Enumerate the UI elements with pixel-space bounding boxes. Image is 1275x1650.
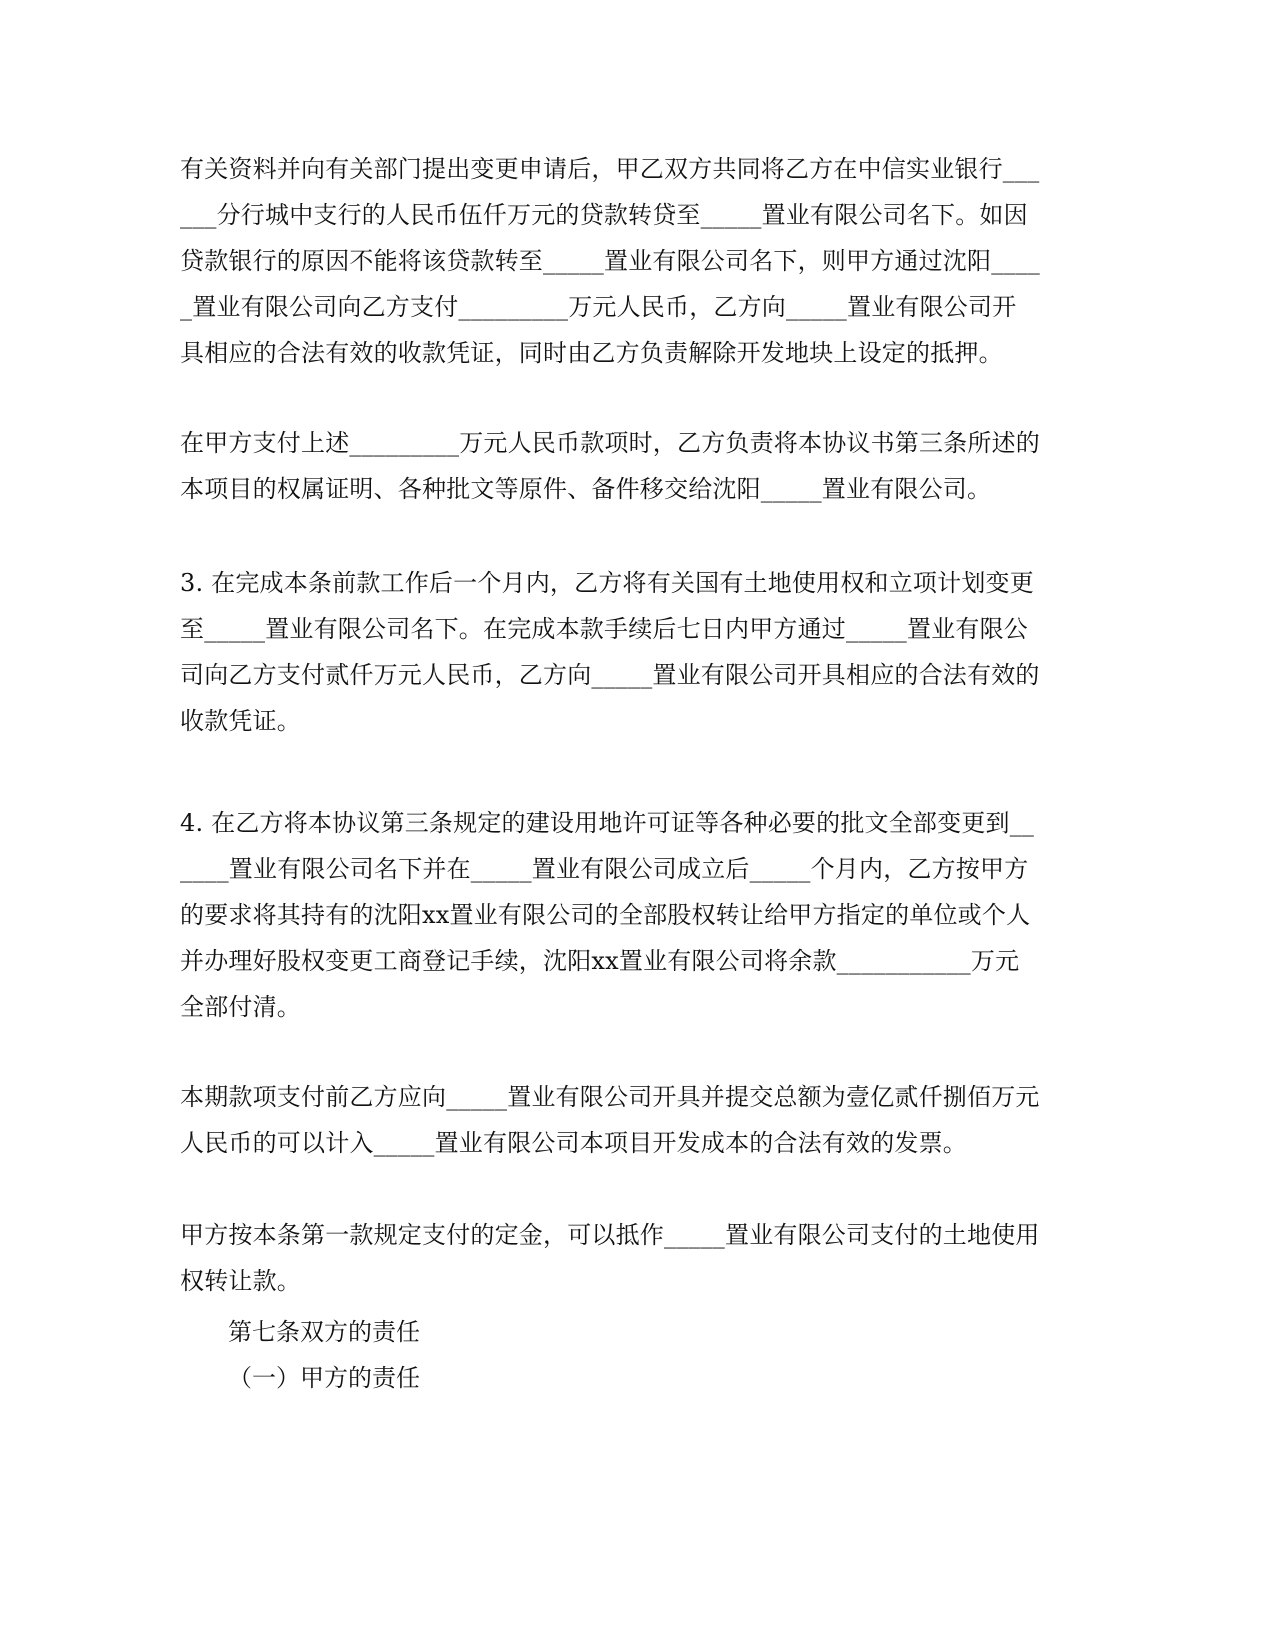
- subsection-heading: （一）甲方的责任: [228, 1364, 420, 1392]
- paragraph-clause-4: [180, 800, 1040, 1030]
- paragraph-text: 在甲方支付上述_________万元人民币款项时，乙方负责将本协议书第三条所述的本项目的权属证明、各种批文等原件、备件移交给沈阳_____置业有限公司。: [180, 429, 1040, 503]
- paragraph-text: 甲方按本条第一款规定支付的定金，可以抵作_____置业有限公司支付的土地使用权转让款。: [180, 1221, 1040, 1295]
- paragraph-text: 本期款项支付前乙方应向_____置业有限公司开具并提交总额为壹亿贰仟捌佰万元人民币的可以计入_____置业有限公司本项目开发成本的合法有效的发票。: [180, 1083, 1040, 1157]
- paragraph-deposit: [180, 1212, 1040, 1304]
- paragraph-text: 有关资料并向有关部门提出变更申请后，甲乙双方共同将乙方在中信实业银行______分行城中支行的人民币伍仟万元的贷款转贷至_____置业有限公司名下。如因贷款银行的原因不能将该贷款转至_____置业有限公司名下，则甲方通过沈阳_____置业有限公司向乙方支付_________万元人民币，乙方向_____置业有限公司开具相应的合法有效的收款凭证，同时由乙方负责解除开发地块上设定的抵押。: [180, 155, 1040, 367]
- paragraph-loan-transfer: [180, 146, 1040, 376]
- paragraph-clause-3: [180, 560, 1040, 744]
- paragraph-text: 4. 在乙方将本协议第三条规定的建设用地许可证等各种必要的批文全部变更到______置业有限公司名下并在_____置业有限公司成立后_____个月内，乙方按甲方的要求将其持有的沈阳xx置业有限公司的全部股权转让给甲方指定的单位或个人并办理好股权变更工商登记手续，沈阳xx置业有限公司将余款___________万元全部付清。: [180, 809, 1035, 1021]
- paragraph-text: 3. 在完成本条前款工作后一个月内，乙方将有关国有土地使用权和立项计划变更至_____置业有限公司名下。在完成本款手续后七日内甲方通过_____置业有限公司向乙方支付贰仟万元人民币，乙方向_____置业有限公司开具相应的合法有效的收款凭证。: [180, 569, 1040, 735]
- paragraph-document-handover: [180, 420, 1040, 512]
- section-heading: 第七条双方的责任: [228, 1318, 420, 1346]
- paragraph-invoice: [180, 1074, 1040, 1166]
